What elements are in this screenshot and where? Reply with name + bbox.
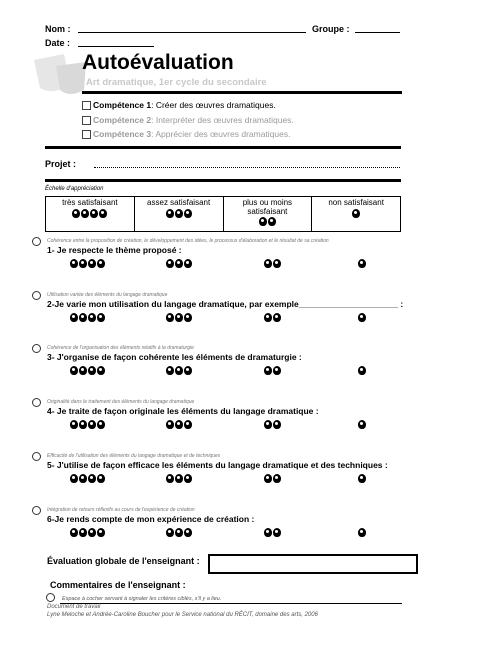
criterion-3-rating-3[interactable]	[264, 366, 281, 375]
spiral-icon	[79, 528, 87, 537]
spiral-icon	[358, 259, 366, 268]
page-subtitle: Art dramatique, 1er cycle du secondaire	[86, 77, 267, 88]
spiral-icon	[81, 209, 89, 218]
spiral-icon	[166, 209, 174, 218]
competence-2-checkbox[interactable]	[82, 116, 91, 125]
title-rule	[82, 91, 402, 94]
comments-label: Commentaires de l'enseignant :	[50, 580, 186, 590]
spiral-icon	[184, 420, 192, 429]
criterion-1-question: 1- Je respecte le thème proposé :	[47, 245, 182, 255]
criterion-2-question: 2-Je varie mon utilisation du langage dramatique, par exemple_____________________ :	[47, 299, 404, 309]
criterion-4-checkbox[interactable]	[32, 398, 41, 407]
spiral-icon	[97, 420, 105, 429]
spiral-icon	[88, 313, 96, 322]
nom-label: Nom :	[45, 24, 71, 34]
criterion-4-rating-2[interactable]	[166, 420, 192, 429]
nom-field[interactable]	[78, 32, 306, 33]
section-rule	[45, 146, 401, 149]
spiral-icon	[70, 313, 78, 322]
competence-1[interactable]	[82, 100, 276, 110]
spiral-icon	[70, 420, 78, 429]
criterion-6-rating-4[interactable]	[358, 528, 366, 537]
spiral-icon	[166, 366, 174, 375]
criterion-1-rating-4[interactable]	[358, 259, 366, 268]
competence-2-label: Compétence 2	[93, 115, 152, 125]
competence-3-label: Compétence 3	[93, 129, 152, 139]
criterion-5-question: 5- J'utilise de façon efficace les éléments du langage dramatique et des techniques :	[47, 460, 388, 470]
competence-3[interactable]	[82, 129, 290, 139]
spiral-icon	[79, 474, 87, 483]
scale-level-3-label: plus ou moins satisfaisant	[242, 198, 293, 216]
spiral-icon	[184, 528, 192, 537]
spiral-icon	[97, 313, 105, 322]
scale-level-4-label: non satisfaisant	[328, 198, 384, 207]
groupe-label: Groupe :	[312, 24, 350, 34]
spiral-icon	[273, 366, 281, 375]
scale-level-2	[134, 197, 223, 232]
spiral-icon	[88, 420, 96, 429]
date-label: Date :	[45, 38, 71, 48]
spiral-icon	[175, 420, 183, 429]
evaluation-box[interactable]	[208, 554, 418, 574]
competence-3-text: : Apprécier des œuvres dramatiques.	[151, 129, 291, 139]
criterion-5-rating-1[interactable]	[70, 474, 105, 483]
comments-line[interactable]	[60, 603, 402, 604]
spiral-icon	[184, 259, 192, 268]
criterion-5-hint: Efficacité de l'utilisation des éléments du langage dramatique et de techniques	[47, 453, 221, 459]
spiral-icon	[273, 474, 281, 483]
criterion-2-rating-3[interactable]	[264, 313, 281, 322]
criterion-2-rating-4[interactable]	[358, 313, 366, 322]
criterion-1-rating-2[interactable]	[166, 259, 192, 268]
spiral-icon	[88, 474, 96, 483]
spiral-icon	[184, 366, 192, 375]
scale-level-3	[223, 197, 312, 232]
criterion-1-hint: Cohérence entre la proposition de création, le développement des idées, le processus d'élaboration et le résultat de sa création	[47, 238, 329, 244]
criterion-2-hint: Utilisation variée des éléments du langage dramatique	[47, 292, 168, 298]
spiral-icon	[273, 313, 281, 322]
criterion-6-checkbox[interactable]	[32, 506, 41, 515]
spiral-icon	[264, 474, 272, 483]
criterion-5-rating-3[interactable]	[264, 474, 281, 483]
criterion-4-hint: Originalité dans le traitement des éléments du langage dramatique	[47, 399, 195, 405]
spiral-icon	[166, 259, 174, 268]
legend-radio	[46, 593, 55, 602]
spiral-icon	[184, 209, 192, 218]
spiral-icon	[166, 474, 174, 483]
spiral-icon	[70, 528, 78, 537]
spiral-icon	[97, 259, 105, 268]
competence-1-checkbox[interactable]	[82, 101, 91, 110]
page-title: Autoévaluation	[82, 51, 234, 74]
criterion-1-rating-1[interactable]	[70, 259, 105, 268]
footer-credits: Lyne Meloche et Andrée-Caroline Boucher pour le Service national du RÉCIT, domaine des arts, 2006	[47, 612, 318, 618]
spiral-icon	[99, 209, 107, 218]
spiral-icon	[273, 259, 281, 268]
criterion-4-rating-3[interactable]	[264, 420, 281, 429]
competence-2-text: : Interpréter des œuvres dramatiques.	[151, 115, 294, 125]
theatre-mask-logo	[30, 48, 90, 98]
scale-level-2-label: assez satisfaisant	[147, 198, 211, 207]
criterion-3-question: 3- J'organise de façon cohérente les éléments de dramaturgie :	[47, 352, 302, 362]
criterion-1-checkbox[interactable]	[32, 237, 41, 246]
spiral-icon	[88, 528, 96, 537]
criterion-5-checkbox[interactable]	[32, 452, 41, 461]
spiral-icon	[184, 474, 192, 483]
competence-1-text: : Créer des œuvres dramatiques.	[151, 100, 276, 110]
criterion-3-rating-1[interactable]	[70, 366, 105, 375]
criterion-5-rating-2[interactable]	[166, 474, 192, 483]
criterion-6-rating-1[interactable]	[70, 528, 105, 537]
spiral-icon	[268, 217, 276, 226]
spiral-icon	[97, 366, 105, 375]
projet-label: Projet :	[45, 159, 77, 169]
criterion-1-rating-3[interactable]	[264, 259, 281, 268]
spiral-icon	[72, 209, 80, 218]
footer-doc: Document de travail	[47, 604, 101, 610]
scale-level-1-label: très satisfaisant	[62, 198, 118, 207]
competence-2[interactable]	[82, 115, 294, 125]
criterion-4-rating-1[interactable]	[70, 420, 105, 429]
spiral-icon	[358, 528, 366, 537]
criterion-4-rating-4[interactable]	[358, 420, 366, 429]
spiral-icon	[264, 366, 272, 375]
spiral-icon	[88, 366, 96, 375]
spiral-icon	[79, 366, 87, 375]
criterion-3-hint: Cohérence de l'organisation des éléments relatifs à la dramaturgie	[47, 345, 194, 351]
groupe-field[interactable]	[355, 32, 400, 33]
spiral-icon	[259, 217, 267, 226]
projet-field[interactable]	[94, 167, 400, 168]
footer-note: Espace à cocher servant à signaler les critères ciblés, s'il y a lieu.	[62, 596, 222, 602]
spiral-icon	[264, 420, 272, 429]
spiral-icon	[175, 209, 183, 218]
spiral-icon	[264, 259, 272, 268]
spiral-icon	[88, 259, 96, 268]
criterion-5-rating-4[interactable]	[358, 474, 366, 483]
spiral-icon	[358, 313, 366, 322]
criterion-3-rating-4[interactable]	[358, 366, 366, 375]
spiral-icon	[70, 259, 78, 268]
criterion-3-rating-2[interactable]	[166, 366, 192, 375]
criterion-2-rating-2[interactable]	[166, 313, 192, 322]
spiral-icon	[175, 528, 183, 537]
competence-3-checkbox[interactable]	[82, 130, 91, 139]
spiral-icon	[352, 209, 360, 218]
spiral-icon	[166, 420, 174, 429]
projet-rule	[45, 179, 401, 182]
spiral-icon	[97, 528, 105, 537]
spiral-icon	[175, 366, 183, 375]
spiral-icon	[358, 366, 366, 375]
spiral-icon	[175, 313, 183, 322]
spiral-icon	[166, 313, 174, 322]
evaluation-label: Évaluation globale de l'enseignant :	[47, 556, 200, 566]
spiral-icon	[273, 528, 281, 537]
criterion-3-checkbox[interactable]	[32, 344, 41, 353]
spiral-icon	[97, 474, 105, 483]
spiral-icon	[90, 209, 98, 218]
date-field[interactable]	[78, 46, 154, 47]
spiral-icon	[264, 528, 272, 537]
competence-1-label: Compétence 1	[93, 100, 152, 110]
spiral-icon	[358, 474, 366, 483]
scale-level-4	[312, 197, 401, 232]
scale-caption: Échelle d'appréciation	[45, 186, 104, 192]
spiral-icon	[184, 313, 192, 322]
criterion-6-rating-2[interactable]	[166, 528, 192, 537]
spiral-icon	[358, 420, 366, 429]
criterion-4-question: 4- Je traite de façon originale les éléments du langage dramatique :	[47, 406, 319, 416]
spiral-icon	[175, 474, 183, 483]
spiral-icon	[70, 366, 78, 375]
spiral-icon	[79, 259, 87, 268]
criterion-2-checkbox[interactable]	[32, 291, 41, 300]
scale-table	[45, 196, 401, 232]
spiral-icon	[273, 420, 281, 429]
spiral-icon	[264, 313, 272, 322]
criterion-6-question: 6-Je rends compte de mon expérience de création :	[47, 514, 255, 524]
criterion-6-rating-3[interactable]	[264, 528, 281, 537]
criterion-2-rating-1[interactable]	[70, 313, 105, 322]
spiral-icon	[70, 474, 78, 483]
spiral-icon	[166, 528, 174, 537]
spiral-icon	[79, 313, 87, 322]
spiral-icon	[79, 420, 87, 429]
scale-level-1	[46, 197, 135, 232]
criterion-6-hint: Intégration de retours réflexifs au cours de l'expérience de création	[47, 507, 195, 513]
spiral-icon	[175, 259, 183, 268]
